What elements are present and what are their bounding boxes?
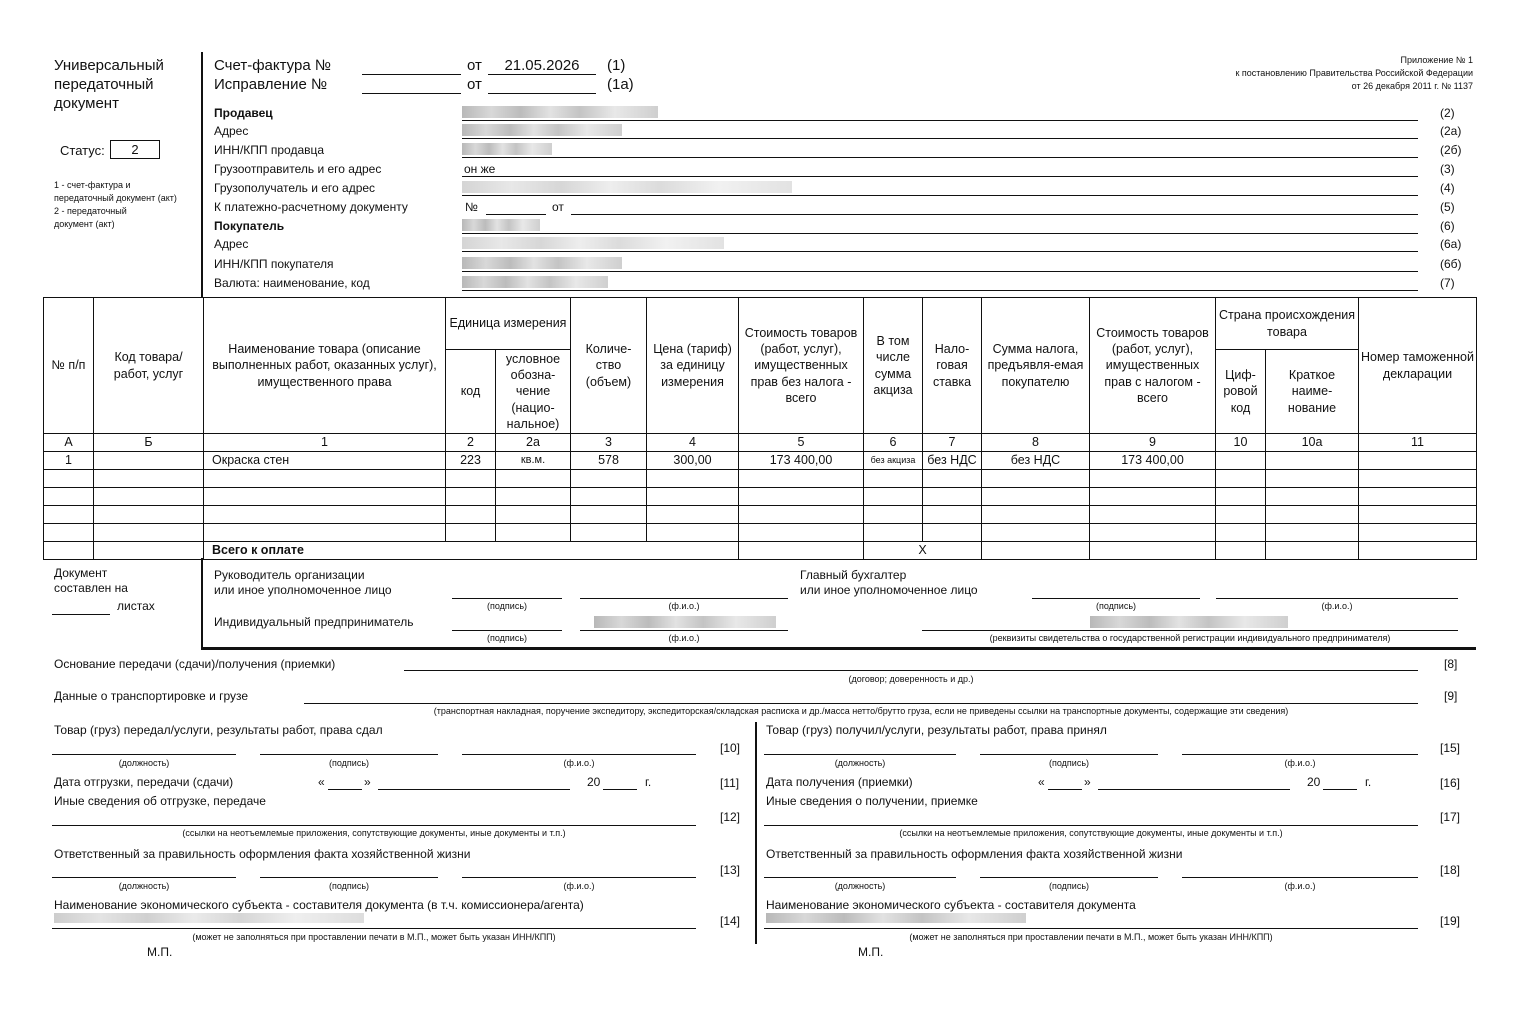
seller-inn-redacted xyxy=(462,143,552,155)
invoice-number-line[interactable] xyxy=(362,74,461,75)
col-unit-name: условное обозна-чение (нацио-нальное) xyxy=(496,350,571,434)
ship-day-close: » xyxy=(364,775,371,789)
correction-date-line[interactable] xyxy=(488,93,596,94)
basis-line[interactable] xyxy=(404,670,1418,671)
handed-fio-cap: (ф.и.о.) xyxy=(563,758,595,768)
invoice-label: Счет-фактура № xyxy=(214,57,331,74)
total-mark: X xyxy=(864,542,982,560)
row-country-name xyxy=(1266,452,1359,470)
head-fio-line[interactable] xyxy=(580,598,788,599)
ship-resp-fio-cap: (ф.и.о.) xyxy=(563,881,595,891)
recv-resp-sign-line[interactable] xyxy=(980,877,1158,878)
index-cell: А xyxy=(44,434,94,452)
payment-doc-label: К платежно-расчетному документу xyxy=(214,200,408,214)
ship-day-line[interactable] xyxy=(328,789,362,790)
buyer-inn-label: ИНН/КПП покупателя xyxy=(214,257,334,271)
ship-other-line[interactable] xyxy=(52,825,696,826)
empty-row xyxy=(44,488,1477,506)
col-country-code: Циф-ровой код xyxy=(1216,350,1266,434)
code-9: [9] xyxy=(1444,689,1458,703)
ip-label: Индивидуальный предприниматель xyxy=(214,615,414,629)
index-cell: 11 xyxy=(1359,434,1477,452)
ship-resp-sign-cap: (подпись) xyxy=(328,881,370,891)
index-row xyxy=(44,434,1477,452)
ip-fio-redacted xyxy=(594,616,776,628)
ship-other-label: Иные сведения об отгрузке, передаче xyxy=(54,794,266,808)
status-field[interactable]: 2 xyxy=(110,140,160,159)
ship-entity-cap: (может не заполняться при проставлении печати в М.П., может быть указан ИНН/КПП) xyxy=(192,932,556,942)
invoice-from-label: от xyxy=(467,57,482,74)
code-18: [18] xyxy=(1440,863,1461,877)
transport-label: Данные о транспортировке и грузе xyxy=(54,689,249,703)
shipper-line xyxy=(462,176,1418,177)
title-line: Универсальный xyxy=(54,57,164,74)
code-1a: (1а) xyxy=(607,76,634,93)
row-customs xyxy=(1359,452,1477,470)
code-10: [10] xyxy=(720,741,741,755)
appendix-line: Приложение № 1 xyxy=(1400,55,1473,65)
status-note xyxy=(54,179,177,231)
table-row xyxy=(44,452,1477,470)
ip-fio-line[interactable] xyxy=(580,630,788,631)
code-16: [16] xyxy=(1440,776,1461,790)
code-2b: (2б) xyxy=(1440,143,1462,157)
appendix-line: от 26 декабря 2011 г. № 1137 xyxy=(1351,81,1473,91)
status-label: Статус: xyxy=(60,143,105,158)
recv-entity-label: Наименование экономического субъекта - составителя документа xyxy=(766,898,1136,912)
ship-other-cap: (ссылки на неотъемлемые приложения, сопутствующие документы, иные документы и т.п.) xyxy=(182,828,566,838)
shipper-label: Грузоотправитель и его адрес xyxy=(214,162,382,176)
col-total: Стоимость товаров (работ, услуг), имущественных прав с налогом - всего xyxy=(1090,298,1216,434)
empty-row xyxy=(44,470,1477,488)
handed-position-line[interactable] xyxy=(52,754,236,755)
col-num: № п/п xyxy=(44,298,94,434)
payment-doc-line[interactable] xyxy=(571,214,1418,215)
code-2: (2) xyxy=(1440,106,1455,120)
recv-month-line[interactable] xyxy=(1098,789,1290,790)
recv-year-suffix: г. xyxy=(1365,775,1372,789)
ship-year-suffix: г. xyxy=(645,775,652,789)
recv-resp-sign-cap: (подпись) xyxy=(1048,881,1090,891)
ship-year-line[interactable] xyxy=(603,789,637,790)
ip-cert-redacted xyxy=(1090,616,1288,628)
bottom-center-divider xyxy=(755,722,757,944)
code-14: [14] xyxy=(720,914,741,928)
seller-inn-label: ИНН/КПП продавца xyxy=(214,143,325,157)
recv-resp-position-cap: (должность) xyxy=(834,881,886,891)
total-row xyxy=(44,542,1477,560)
ship-year-prefix: 20 xyxy=(587,775,601,789)
invoice-date-line xyxy=(488,74,596,75)
sheets-note-line: составлен на xyxy=(54,581,128,595)
buyer-redacted xyxy=(462,219,540,231)
sheets-count-line[interactable] xyxy=(52,614,110,615)
ip-fio-cap: (ф.и.о.) xyxy=(668,633,700,643)
received-label: Товар (груз) получил/услуги, результаты работ, права принял xyxy=(766,723,1107,737)
handed-position-cap: (должность) xyxy=(118,758,170,768)
recv-date-label: Дата получения (приемки) xyxy=(766,775,913,789)
ship-resp-position-cap: (должность) xyxy=(118,881,170,891)
recv-resp-fio-cap: (ф.и.о.) xyxy=(1284,881,1316,891)
invoice-date[interactable]: 21.05.2026 xyxy=(504,57,580,74)
received-sign-line[interactable] xyxy=(980,754,1158,755)
ship-month-line[interactable] xyxy=(378,789,570,790)
index-cell: 5 xyxy=(739,434,864,452)
head-label-line: Руководитель организации xyxy=(214,568,365,582)
seller-address-label: Адрес xyxy=(214,124,249,138)
code-12: [12] xyxy=(720,810,741,824)
col-country: Страна происхождения товара xyxy=(1216,298,1359,350)
basis-cap: (договор; доверенность и др.) xyxy=(848,674,974,684)
row-cost: 173 400,00 xyxy=(739,452,864,470)
empty-row xyxy=(44,506,1477,524)
seller-address-redacted xyxy=(462,124,622,136)
handed-sign-line[interactable] xyxy=(260,754,438,755)
currency-line xyxy=(462,290,1418,291)
consignee-label: Грузополучатель и его адрес xyxy=(214,181,376,195)
code-2a: (2а) xyxy=(1440,124,1462,138)
status-note-line: документ (акт) xyxy=(54,219,115,229)
recv-day-line[interactable] xyxy=(1048,789,1082,790)
currency-label: Валюта: наименование, код xyxy=(214,276,370,290)
col-tax: Сумма налога, предъявля-емая покупателю xyxy=(982,298,1090,434)
sheets-label: листах xyxy=(117,599,155,613)
received-position-line[interactable] xyxy=(764,754,956,755)
handed-label: Товар (груз) передал/услуги, результаты работ, права сдал xyxy=(54,723,383,737)
head-label xyxy=(214,568,392,598)
head-fio-cap: (ф.и.о.) xyxy=(668,601,700,611)
transport-cap: (транспортная накладная, поручение экспедитору, экспедиторская/складская расписка и др./масса нетто/брутто груза, если не приведены ссылки на транспортные документы, содержащие эти сведения) xyxy=(433,706,1289,716)
head-sign-cap: (подпись) xyxy=(486,601,528,611)
recv-resp-label: Ответственный за правильность оформления факта хозяйственной жизни xyxy=(766,847,1183,861)
code-6b: (6б) xyxy=(1440,257,1462,271)
ship-entity-redacted xyxy=(54,913,364,923)
recv-day-close: » xyxy=(1084,775,1091,789)
seller-value-redacted xyxy=(462,106,658,118)
correction-number-line[interactable] xyxy=(362,93,461,94)
index-cell: 10а xyxy=(1266,434,1359,452)
title-line: передаточный xyxy=(54,75,154,93)
ip-cert-cap: (реквизиты свидетельства о государственной регистрации индивидуального предпринимателя) xyxy=(989,633,1391,643)
appendix-note xyxy=(1100,54,1473,93)
index-cell: 8 xyxy=(982,434,1090,452)
currency-redacted xyxy=(462,276,608,288)
row-name: Окраска стен xyxy=(204,452,446,470)
ip-sign-cap: (подпись) xyxy=(486,633,528,643)
row-price: 300,00 xyxy=(647,452,739,470)
ip-sign-line[interactable] xyxy=(452,630,562,631)
index-cell: 7 xyxy=(923,434,982,452)
index-cell: 2а xyxy=(496,434,571,452)
recv-other-label: Иные сведения о получении, приемке xyxy=(766,794,978,808)
recv-entity-redacted xyxy=(766,913,1026,923)
basis-label: Основание передачи (сдачи)/получения (приемки) xyxy=(54,657,336,671)
chief-sign-line[interactable] xyxy=(1032,598,1200,599)
correction-label: Исправление № xyxy=(214,76,328,93)
chief-fio-cap: (ф.и.о.) xyxy=(1321,601,1353,611)
payment-doc-no-line[interactable] xyxy=(486,214,546,215)
buyer-address-label: Адрес xyxy=(214,237,249,251)
col-country-name: Краткое наиме-нование xyxy=(1266,350,1359,434)
buyer-inn-redacted xyxy=(462,257,622,269)
row-country-code xyxy=(1216,452,1266,470)
buyer-inn-line xyxy=(462,271,1418,272)
code-8: [8] xyxy=(1444,657,1458,671)
handed-fio-line[interactable] xyxy=(462,754,696,755)
ship-date-label: Дата отгрузки, передачи (сдачи) xyxy=(54,775,234,789)
received-position-cap: (должность) xyxy=(834,758,886,768)
index-cell: 3 xyxy=(571,434,647,452)
col-price: Цена (тариф) за единицу измерения xyxy=(647,298,739,434)
index-cell: 1 xyxy=(204,434,446,452)
chief-label xyxy=(800,568,978,598)
recv-other-cap: (ссылки на неотъемлемые приложения, сопутствующие документы, иные документы и т.п.) xyxy=(899,828,1283,838)
status-note-line: 2 - передаточный xyxy=(54,206,127,216)
ship-resp-label: Ответственный за правильность оформления факта хозяйственной жизни xyxy=(54,847,471,861)
empty-row xyxy=(44,524,1477,542)
goods-table xyxy=(43,297,1477,560)
code-6: (6) xyxy=(1440,219,1455,233)
col-rate: Нало-говая ставка xyxy=(923,298,982,434)
status-note-line: передаточный документ (акт) xyxy=(54,193,177,203)
signature-divider xyxy=(201,558,203,648)
index-cell: 4 xyxy=(647,434,739,452)
seller-label: Продавец xyxy=(214,106,273,120)
buyer-label: Покупатель xyxy=(214,219,285,233)
recv-day-open: « xyxy=(1038,775,1045,789)
seller-inn-line xyxy=(462,157,1418,158)
title-line: документ xyxy=(54,94,119,112)
buyer-address-line xyxy=(462,251,1418,252)
shipper-value: он же xyxy=(464,162,496,176)
seller-address-line xyxy=(462,138,1418,139)
code-7: (7) xyxy=(1440,276,1455,290)
chief-fio-line[interactable] xyxy=(1216,598,1458,599)
code-19: [19] xyxy=(1440,914,1461,928)
col-unit: Единица измерения xyxy=(446,298,571,350)
ship-day-open: « xyxy=(318,775,325,789)
buyer-line xyxy=(462,233,1418,234)
row-tax: без НДС xyxy=(982,452,1090,470)
col-unit-code: код xyxy=(446,350,496,434)
code-5: (5) xyxy=(1440,200,1455,214)
index-cell: 9 xyxy=(1090,434,1216,452)
correction-from-label: от xyxy=(467,76,482,93)
col-code: Код товара/ работ, услуг xyxy=(94,298,204,434)
head-label-line: или иное уполномоченное лицо xyxy=(214,583,392,597)
document-title xyxy=(54,57,164,113)
head-sign-line[interactable] xyxy=(452,598,562,599)
col-customs: Номер таможенной декларации xyxy=(1359,298,1477,434)
col-name: Наименование товара (описание выполненных работ, оказанных услуг), имущественного права xyxy=(204,298,446,434)
consignee-line xyxy=(462,195,1418,196)
index-cell: Б xyxy=(94,434,204,452)
payment-doc-from: от xyxy=(552,200,564,214)
recv-resp-fio-line[interactable] xyxy=(1182,877,1418,878)
appendix-line: к постановлению Правительства Российской Федерации xyxy=(1235,68,1473,78)
col-cost: Стоимость товаров (работ, услуг), имущественных прав без налога - всего xyxy=(739,298,864,434)
status-note-line: 1 - счет-фактура и xyxy=(54,180,131,190)
buyer-address-redacted xyxy=(462,237,724,249)
signature-bottom-border xyxy=(201,647,1476,650)
index-cell: 10 xyxy=(1216,434,1266,452)
index-cell: 6 xyxy=(864,434,923,452)
recv-resp-position-line[interactable] xyxy=(764,877,956,878)
recv-entity-line[interactable] xyxy=(764,928,1418,929)
recv-year-prefix: 20 xyxy=(1307,775,1321,789)
recv-year-line[interactable] xyxy=(1323,789,1357,790)
seller-line xyxy=(462,120,1418,121)
ship-resp-position-line[interactable] xyxy=(52,877,236,878)
payment-doc-no: № xyxy=(465,200,478,214)
index-cell: 2 xyxy=(446,434,496,452)
recv-other-line[interactable] xyxy=(764,825,1418,826)
received-sign-cap: (подпись) xyxy=(1048,758,1090,768)
row-total: 173 400,00 xyxy=(1090,452,1216,470)
received-fio-line[interactable] xyxy=(1182,754,1418,755)
stamp-right: М.П. xyxy=(858,945,884,959)
code-4: (4) xyxy=(1440,181,1455,195)
chief-sign-cap: (подпись) xyxy=(1095,601,1137,611)
code-11: [11] xyxy=(720,776,740,790)
row-excise: без акциза xyxy=(864,452,923,470)
stamp-left: М.П. xyxy=(147,945,173,959)
ship-entity-line[interactable] xyxy=(52,928,696,929)
code-6a: (6а) xyxy=(1440,237,1462,251)
chief-label-line: или иное уполномоченное лицо xyxy=(800,583,978,597)
code-1: (1) xyxy=(607,57,626,74)
sheets-note xyxy=(54,566,128,596)
code-13: [13] xyxy=(720,863,741,877)
ship-entity-label: Наименование экономического субъекта - составителя документа (в т.ч. комиссионера/агента) xyxy=(54,898,584,912)
header-divider xyxy=(201,52,203,298)
code-17: [17] xyxy=(1440,810,1461,824)
row-unit-code: 223 xyxy=(446,452,496,470)
row-unit-name: кв.м. xyxy=(496,452,571,470)
ship-resp-sign-line[interactable] xyxy=(260,877,438,878)
sheets-note-line: Документ xyxy=(54,566,108,580)
row-num: 1 xyxy=(44,452,94,470)
ship-resp-fio-line[interactable] xyxy=(462,877,696,878)
consignee-redacted xyxy=(462,181,792,193)
col-excise: В том числе сумма акциза xyxy=(864,298,923,434)
code-15: [15] xyxy=(1440,741,1461,755)
recv-entity-cap: (может не заполняться при проставлении печати в М.П., может быть указан ИНН/КПП) xyxy=(909,932,1273,942)
chief-label-line: Главный бухгалтер xyxy=(800,568,907,582)
row-rate: без НДС xyxy=(923,452,982,470)
received-fio-cap: (ф.и.о.) xyxy=(1284,758,1316,768)
row-qty: 578 xyxy=(571,452,647,470)
transport-line[interactable] xyxy=(304,703,1418,704)
row-code xyxy=(94,452,204,470)
col-qty: Количе-ство (объем) xyxy=(571,298,647,434)
code-3: (3) xyxy=(1440,162,1455,176)
handed-sign-cap: (подпись) xyxy=(328,758,370,768)
ip-cert-line[interactable] xyxy=(922,630,1458,631)
total-label: Всего к оплате xyxy=(204,542,739,560)
